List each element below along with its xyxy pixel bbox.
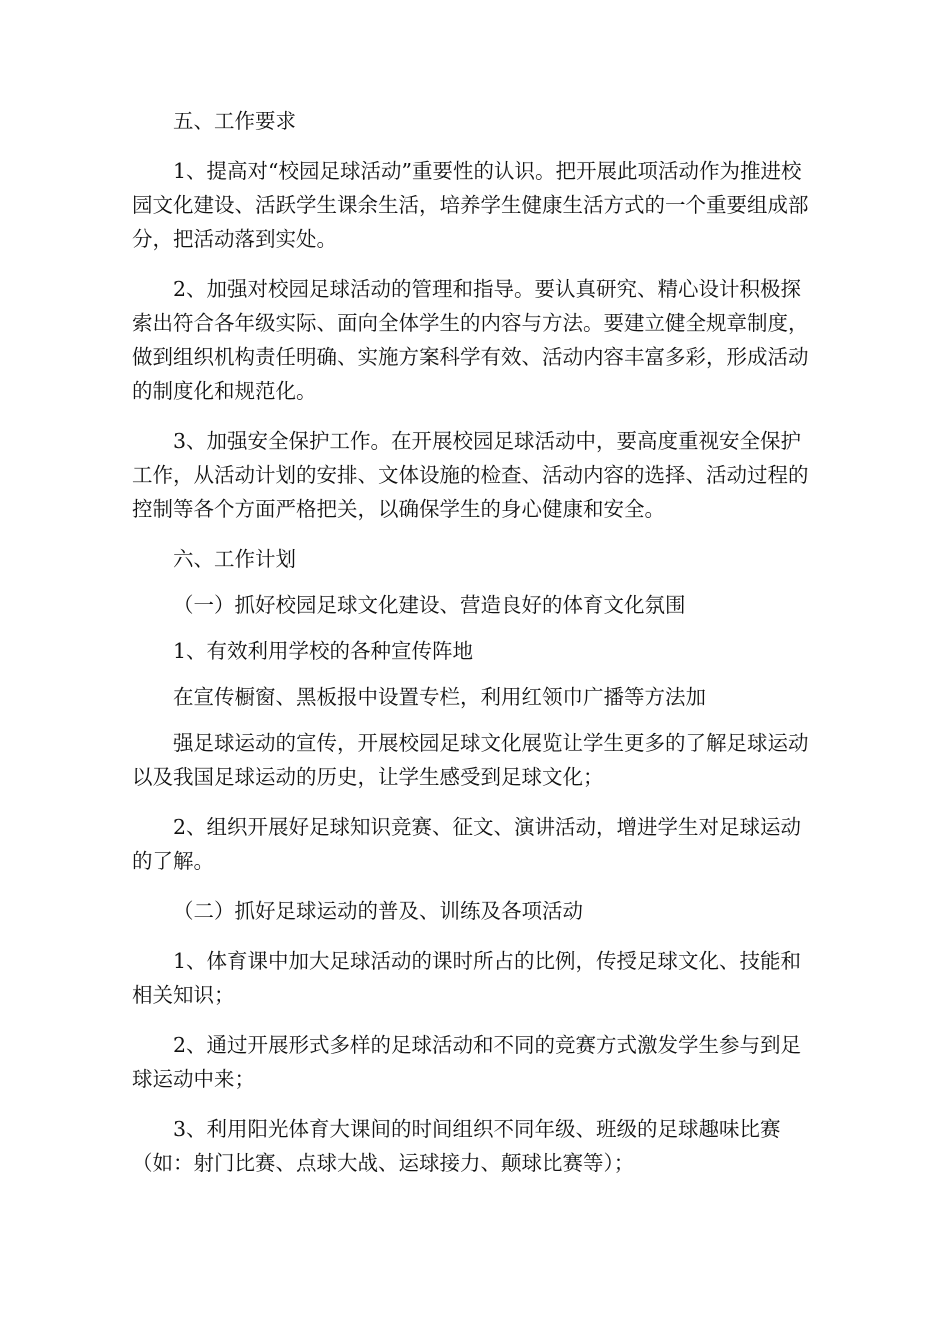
paragraph-requirement-1: 1、提高对“校园足球活动”重要性的认识。把开展此项活动作为推进校园文化建设、活跃学生课余生活，培养学生健康生活方式的一个重要组成部分，把活动落到实处。 [132,159,809,251]
paragraph-requirement-2: 2、加强对校园足球活动的管理和指导。要认真研究、精心设计积极探索出符合各年级实际、面向全体学生的内容与方法。要建立健全规章制度，做到组织机构责任明确、实施方案科学有效、活动内容丰富多彩，形成活动的制度化和规范化。 [132,277,809,403]
paragraph-plan-1-detail-a: 在宣传橱窗、黑板报中设置专栏，利用红领巾广播等方法加 [173,685,706,709]
paragraph-plan-2: 2、组织开展好足球知识竞赛、征文、演讲活动，增进学生对足球运动的了解。 [132,815,802,873]
paragraph-training-3: 3、利用阳光体育大课间的时间组织不同年级、班级的足球趣味比赛（如：射门比赛、点球大战、运球接力、颠球比赛等）； [132,1117,781,1175]
paragraph-training-1: 1、体育课中加大足球活动的课时所占的比例，传授足球文化、技能和相关知识； [132,949,802,1007]
paragraph-training-2: 2、通过开展形式多样的足球活动和不同的竞赛方式激发学生参与到足球运动中来； [132,1033,802,1091]
paragraph-plan-1-detail-b: 强足球运动的宣传，开展校园足球文化展览让学生更多的了解足球运动以及我国足球运动的历史，让学生感受到足球文化； [132,731,809,789]
subsection-heading-training: （二）抓好足球运动的普及、训练及各项活动 [173,899,583,923]
section-heading-work-requirements: 五、工作要求 [173,109,296,133]
subsection-heading-culture: （一）抓好校园足球文化建设、营造良好的体育文化氛围 [173,593,686,617]
section-heading-work-plan: 六、工作计划 [173,547,296,571]
paragraph-requirement-3: 3、加强安全保护工作。在开展校园足球活动中，要高度重视安全保护工作，从活动计划的安排、文体设施的检查、活动内容的选择、活动过程的控制等各个方面严格把关，以确保学生的身心健康和安全。 [132,429,809,521]
paragraph-plan-1: 1、有效利用学校的各种宣传阵地 [173,639,474,663]
